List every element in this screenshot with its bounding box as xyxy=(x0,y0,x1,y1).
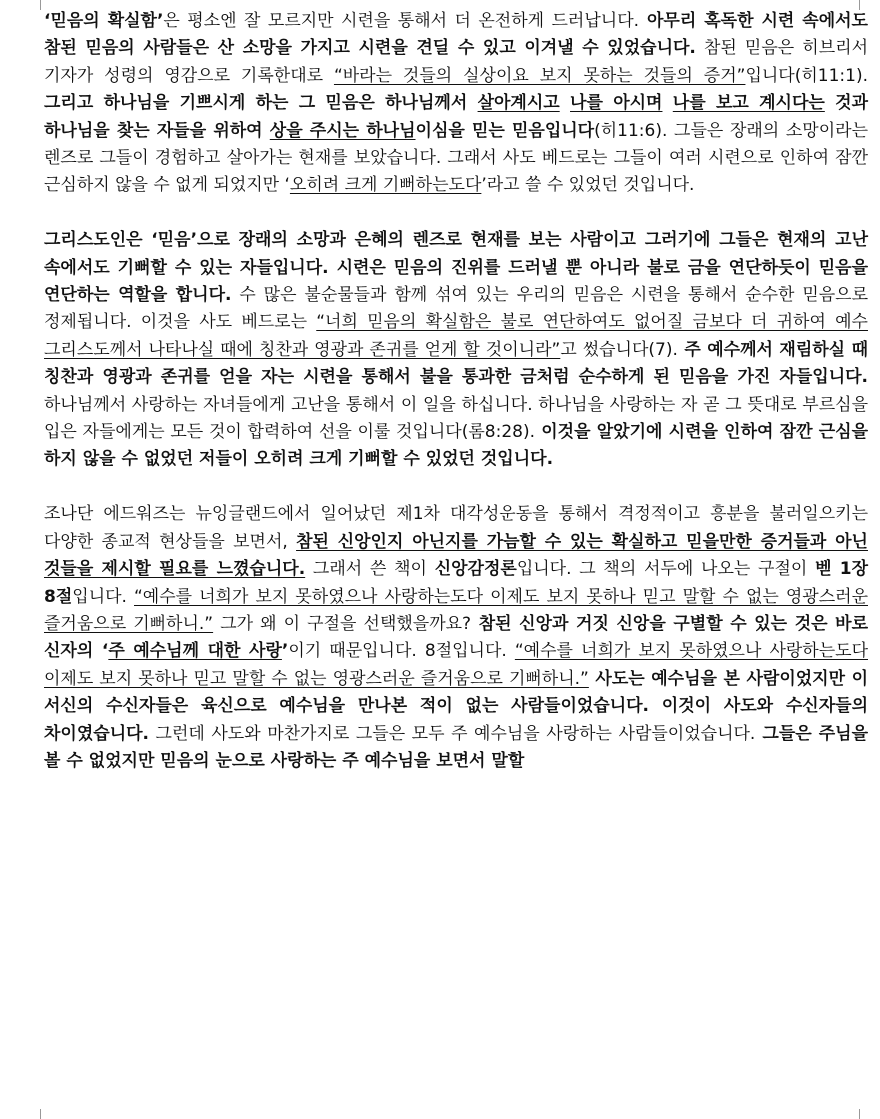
text-run: 은 평소엔 잘 모르지만 시련을 통해서 더 온전하게 드러납니다. xyxy=(163,11,640,31)
paragraph-3 xyxy=(44,501,868,775)
text-run: 그들은 장래의 소망이라는 렌즈로 그들이 경험하고 살아가는 현재를 보았습니다. 그래서 사도 베드로는 그들이 여러 시련으로 인하여 잠깐 근심하지 않을 수 없게 되었지만 ‘ xyxy=(44,120,868,196)
text-run: 그들은 주님을 볼 수 없었지만 믿음의 눈으로 사랑하는 주 예수님을 보면서 말할 xyxy=(44,723,868,771)
text-run: 고 썼습니다(7). xyxy=(560,339,678,360)
text-run: 이기 때문입니다. 8절입니다. xyxy=(288,641,515,662)
text-run xyxy=(560,93,570,113)
text-run: 시련은 믿음의 진위를 드러낼 뿐 아니라 불로 금을 연단하듯이 믿음을 연단하는 역할을 합니다. xyxy=(44,257,869,306)
paragraph-spacer xyxy=(44,200,868,227)
text-run: 수 많은 불순물들과 함께 섞여 있는 우리의 믿음은 시련을 통해서 순수한 믿음으로 정제됩니다. 이것을 사도 베드로는 xyxy=(44,285,869,333)
text-run: 하나님께서 사랑하는 자녀들에게 고난을 통해서 이 일을 하십니다. 하나님을 사랑하는 자 곧 그 뜻대로 부르심을 입은 자들에게는 모든 것이 합력하여 선을 이룰 것입니다(롬8:28). xyxy=(44,394,868,443)
text-run: “바라는 것들의 실상이요 보지 못하는 것들의 증거” xyxy=(333,65,746,86)
text-run: “예수를 너희가 보지 못하였으나 사랑하는도다 이제도 보지 못하나 믿고 말할 수 없는 영광스러운 즐거움으로 기뻐하니.” xyxy=(44,586,868,634)
crop-mark-bottom-left xyxy=(30,1109,41,1119)
crop-mark-bottom-right xyxy=(859,1109,870,1119)
text-run: “예수를 너희가 보지 못하였으나 사랑하는도다 이제도 보지 못하나 믿고 말할 수 없는 영광스러운 즐거움으로 기뻐하니.” xyxy=(44,641,868,689)
text-run: 이것을 알았기에 시련을 인하여 잠깐 근심을 하지 않을 수 없었던 저들이 오히려 크게 기뻐할 수 있었던 것입니다. xyxy=(44,422,868,470)
text-run: 것과 하나님을 찾는 자들을 위하여 xyxy=(44,93,868,141)
text-run: ’ xyxy=(281,641,289,662)
document-body xyxy=(44,8,868,775)
text-run: 그리고 하나님을 기쁘시게 하는 그 믿음은 하나님께서 xyxy=(44,93,478,114)
text-run: 그리스도인은 ‘믿음’으로 장래의 소망과 은혜의 렌즈로 현재를 보는 사람이고 그러기에 그들은 현재의 고난 속에서도 기뻐할 수 있는 자들입니다. xyxy=(44,230,868,278)
text-run: 벧 1장 8절 xyxy=(44,559,868,607)
text-run: ‘믿음의 확실함’ xyxy=(44,11,164,31)
text-run: “너희 믿음의 확실함은 불로 연단하여도 없어질 금보다 더 귀하여 예수 그리스도께서 나타나실 때에 칭찬과 영광과 존귀를 얻게 할 것이니라” xyxy=(44,312,868,360)
text-run: ’라고 쓸 수 있었던 것입니다. xyxy=(481,175,695,196)
text-run: 입니다(히11:1). xyxy=(745,65,868,86)
text-run: (히11:6). xyxy=(594,120,668,141)
text-run: 참된 신앙인지 아닌지를 가늠할 수 있는 확실하고 믿을만한 증거들과 아닌 것들을 제시할 필요를 느꼈습니다. xyxy=(44,531,868,580)
text-run: 주 예수님께 대한 사랑 xyxy=(108,641,282,662)
text-run: 사도는 예수님을 본 사람이었지만 이 서신의 수신자들은 육신으로 예수님을 만나본 적이 없는 사람들이었습니다. 이것이 사도와 수신자들의 차이였습니다. xyxy=(44,668,868,744)
paragraph-1 xyxy=(44,8,868,200)
text-run: 조나단 에드워즈는 뉴잉글랜드에서 일어났던 제1차 대각성운동을 통해서 격정적이고 흥분을 불러일으키는 다양한 종교적 현상들을 보면서, xyxy=(44,504,868,552)
text-run: 참된 신앙과 거짓 신앙을 구별할 수 있는 것은 바로 신자의 ‘ xyxy=(44,613,868,662)
text-run: 오히려 크게 기뻐하는도다 xyxy=(289,175,482,196)
text-run: 그가 왜 이 구절을 선택했을까요? xyxy=(213,613,472,634)
text-run: 참된 믿음은 히브리서 기자가 성령의 영감으로 기록한대로 xyxy=(44,38,868,86)
text-run: 상을 주시는 하나님 xyxy=(269,120,416,141)
text-run: 입니다. 그 책의 서두에 나오는 구절이 xyxy=(516,559,816,580)
text-run: 나를 아시며 xyxy=(570,93,663,114)
paragraph-2 xyxy=(44,227,868,474)
text-run: 살아계시고 xyxy=(477,93,560,114)
crop-mark-top-left xyxy=(30,0,41,10)
text-run xyxy=(662,93,672,113)
paragraph-spacer xyxy=(44,474,868,501)
text-run: 그런데 사도와 마찬가지로 그들은 모두 주 예수님을 사랑하는 사람들이었습니다. xyxy=(149,723,756,744)
text-run: 그래서 쓴 책이 xyxy=(305,559,435,580)
text-run: 신앙감정론 xyxy=(434,559,517,580)
text-run: 이심을 믿는 믿음입니다 xyxy=(415,120,595,141)
text-run: 입니다. xyxy=(72,586,134,607)
text-run: 주 예수께서 재림하실 때 칭찬과 영광과 존귀를 얻을 자는 시련을 통해서 불을 통과한 금처럼 순수하게 된 믿음을 가진 자들입니다. xyxy=(44,339,868,388)
text-run: 나를 보고 계시다는 xyxy=(672,93,825,114)
text-run: 아무리 혹독한 시련 속에서도 참된 믿음의 사람들은 산 소망을 가지고 시련을 견딜 수 있고 이겨낼 수 있었습니다. xyxy=(44,11,868,59)
